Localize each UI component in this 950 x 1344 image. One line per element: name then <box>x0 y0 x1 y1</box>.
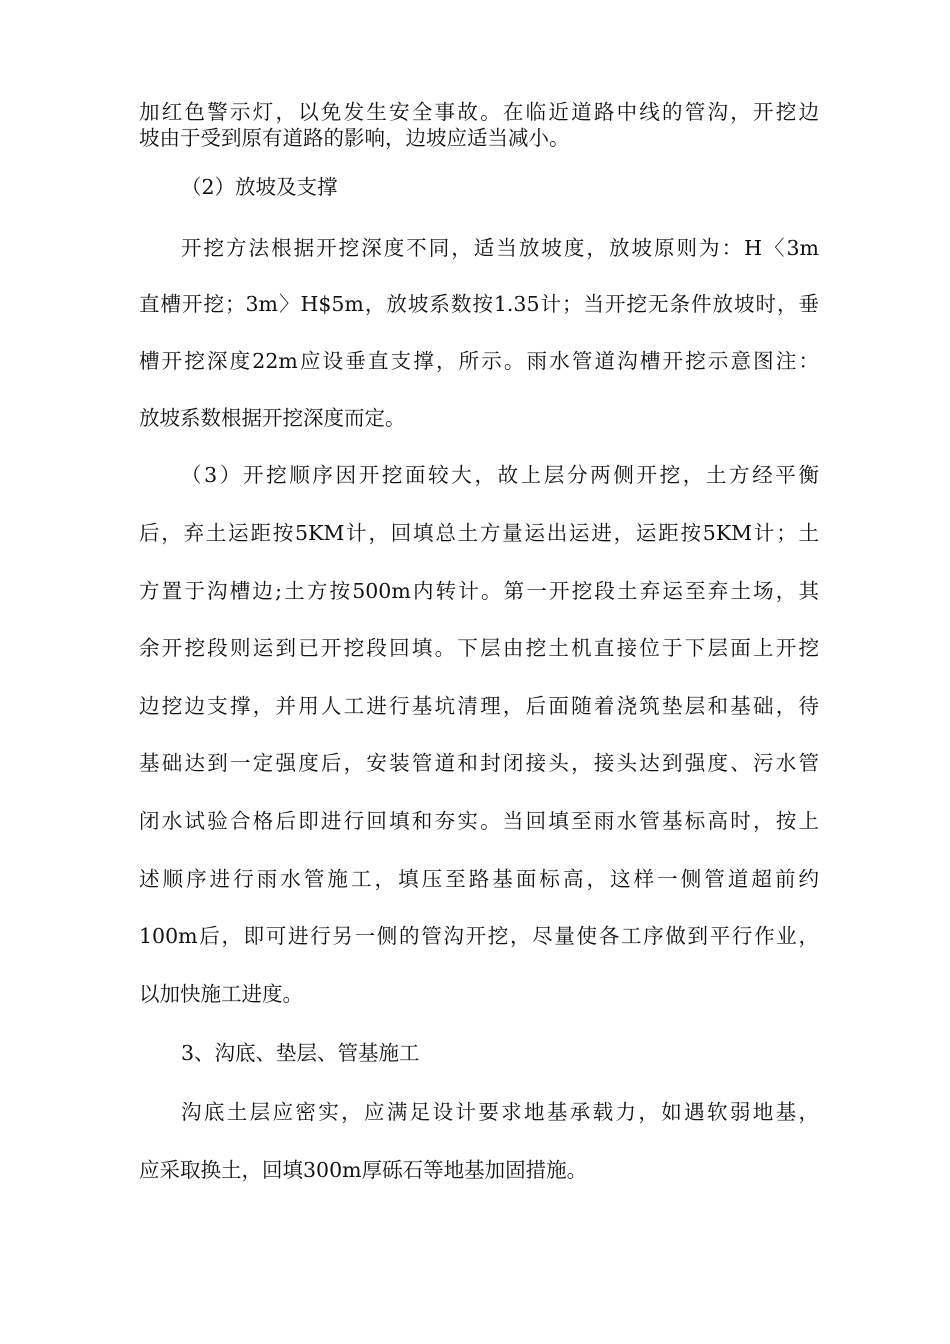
paragraph-line: 沟底土层应密实，应满足设计要求地基承载力，如遇软弱地基， <box>181 1100 819 1124</box>
paragraph-line: 边挖边支撑，并用人工进行基坑清理，后面随着浇筑垫层和基础，待 <box>139 694 819 718</box>
paragraph-line: 加红色警示灯，以免发生安全事故。在临近道路中线的管沟，开挖边 <box>139 100 819 124</box>
paragraph-line: 以加快施工进度。 <box>139 982 303 1006</box>
paragraph-line: 方置于沟槽边;土方按500m内转计。第一开挖段土弃运至弃土场，其 <box>139 579 819 603</box>
paragraph-line: 述顺序进行雨水管施工，填压至路基面标高，这样一侧管道超前约 <box>139 867 819 891</box>
section-heading: （2）放坡及支撑 <box>181 175 338 199</box>
paragraph-line: （3）开挖顺序因开挖面较大，故上层分两侧开挖，土方经平衡 <box>181 463 819 487</box>
paragraph-line: 100m后，即可进行另一侧的管沟开挖，尽量使各工序做到平行作业， <box>139 924 819 948</box>
paragraph-line: 闭水试验合格后即进行回填和夯实。当回填至雨水管基标高时，按上 <box>139 809 819 833</box>
paragraph-line: 开挖方法根据开挖深度不同，适当放坡度，放坡原则为：H〈3m <box>181 236 819 260</box>
paragraph-line: 余开挖段则运到已开挖段回填。下层由挖土机直接位于下层面上开挖 <box>139 636 819 660</box>
paragraph-line: 槽开挖深度22m应设垂直支撑，所示。雨水管道沟槽开挖示意图注： <box>139 349 819 373</box>
paragraph-line: 坡由于受到原有道路的影响，边坡应适当减小。 <box>139 126 570 150</box>
paragraph-line: 应采取换土，回填300m厚砾石等地基加固措施。 <box>139 1158 588 1182</box>
paragraph-line: 基础达到一定强度后，安装管道和封闭接头，接头达到强度、污水管 <box>139 751 819 775</box>
paragraph-line: 后，弃土运距按5KM计，回填总土方量运出运进，运距按5KM计；土 <box>139 521 819 545</box>
paragraph-line: 直槽开挖；3m〉H$5m，放坡系数按1.35计；当开挖无条件放坡时，垂 <box>139 292 819 316</box>
paragraph-line: 放坡系数根据开挖深度而定。 <box>139 406 406 430</box>
section-heading: 3、沟底、垫层、管基施工 <box>181 1041 420 1065</box>
